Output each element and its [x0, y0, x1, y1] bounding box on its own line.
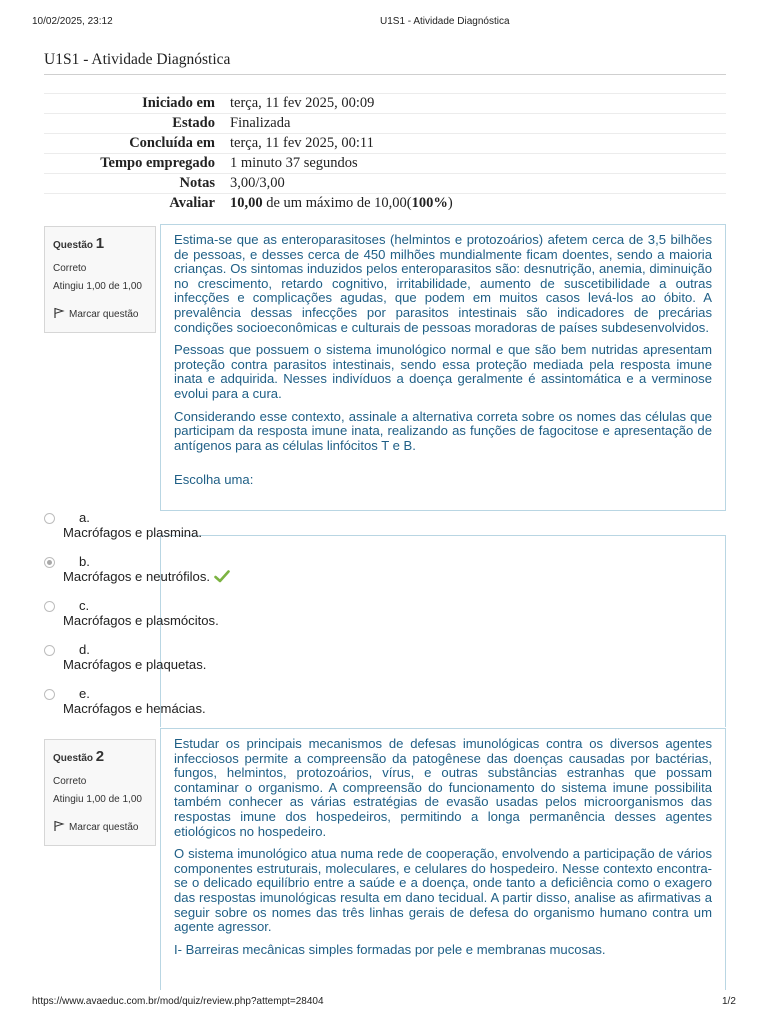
summary-row-started	[44, 93, 726, 113]
question-paragraph: Estudar os principais mecanismos de defesas imunológicas contra os diversos agentes infecciosos permite a compreensão da patogênese das doenças causadas por bactérias, fungos, helmintos, protozoários, vírus, e outras substâncias estranhas que possam contaminar o organismo. A compreensão do funcionamento do sistema imune possibilita também conhecer as várias estratégias de evasão usadas pelos microorganismos das respostas imune dos hospedeiros, permitindo a longa permanência desses agentes etiológicos no hospedeiro.	[174, 736, 712, 839]
flag-question-label: Marcar questão	[69, 309, 139, 320]
choose-one-prompt: Escolha uma:	[174, 472, 254, 488]
summary-label: Avaliar	[169, 195, 215, 211]
question-1-text	[160, 224, 726, 511]
summary-value: 1 minuto 37 segundos	[230, 155, 358, 171]
attempt-summary-table	[44, 93, 726, 213]
option-text: Macrófagos e plasmócitos.	[63, 613, 219, 628]
question-label: Questão	[53, 753, 94, 764]
question-paragraph: O sistema imunológico atua numa rede de cooperação, envolvendo a participação de vários componentes estruturais, moleculares, e celulares do hospedeiro. Nesse contexto encontra-se o delicado equilíbrio entre a saúde e a doença, onde tanto a deficiência como o exagero das respostas imunológicas resulta em dano tecidual. A partir disso, analise as afirmativas a seguir sobre os nomes das três linhas gerais de defesa do organismo humano contra um agente agressor.	[174, 846, 712, 935]
summary-label: Estado	[172, 115, 215, 131]
summary-row-grade	[44, 193, 726, 213]
summary-label: Notas	[179, 175, 215, 191]
grade-score: 10,00	[230, 195, 263, 211]
flag-question-button[interactable]	[53, 820, 138, 833]
summary-value: 3,00/3,00	[230, 175, 285, 191]
summary-value: terça, 11 fev 2025, 00:09	[230, 95, 375, 111]
flag-question-label: Marcar questão	[69, 822, 139, 833]
summary-label: Concluída em	[129, 135, 215, 151]
grade-max-text: de um máximo de 10,00(	[262, 195, 412, 211]
radio-option-a[interactable]	[44, 513, 55, 524]
option-letter: e.	[79, 686, 90, 701]
summary-label: Iniciado em	[142, 95, 215, 111]
question-label: Questão	[53, 240, 94, 251]
summary-grade-value	[230, 194, 453, 213]
question-2-text	[160, 728, 726, 990]
radio-option-c[interactable]	[44, 601, 55, 612]
answer-box	[160, 535, 726, 727]
question-number	[53, 235, 104, 252]
grade-percent: 100%	[411, 195, 448, 211]
question-paragraph: Considerando esse contexto, assinale a alternativa correta sobre os nomes das células que participam da resposta imune inata, realizando as funções de fagocitose e apresentação de antígenos para as células linfócitos T e B.	[174, 408, 712, 453]
question-number	[53, 748, 104, 765]
grade-close-paren: )	[447, 195, 453, 211]
option-letter: d.	[79, 642, 90, 657]
question-paragraph: Pessoas que possuem o sistema imunológico normal e que são bem nutridas apresentam proteção contra parasitos intestinais, sendo essa proteção mediada pela resposta imune inata e adquirida. Nesses indivíduos a doença geralmente é assintomática e a verminose evolui para a cura.	[174, 342, 712, 401]
print-page-number: 1/2	[722, 996, 736, 1007]
option-text	[63, 569, 230, 584]
print-doc-title: U1S1 - Atividade Diagnóstica	[380, 16, 510, 27]
print-url: https://www.avaeduc.com.br/mod/quiz/review.php?attempt=28404	[32, 996, 324, 1007]
print-datetime: 10/02/2025, 23:12	[32, 16, 113, 27]
question-1-info	[44, 226, 156, 333]
radio-option-d[interactable]	[44, 645, 55, 656]
flag-icon	[53, 307, 65, 319]
title-divider	[44, 74, 726, 75]
option-letter: b.	[79, 554, 90, 569]
flag-question-button[interactable]	[53, 307, 138, 320]
question-2-info	[44, 739, 156, 846]
question-status: Correto	[53, 776, 87, 787]
summary-row-state	[44, 113, 726, 133]
question-number-value: 2	[95, 748, 105, 765]
page-title: U1S1 - Atividade Diagnóstica	[44, 51, 231, 68]
summary-row-time-taken	[44, 153, 726, 173]
option-text: Macrófagos e hemácias.	[63, 701, 206, 716]
radio-option-e[interactable]	[44, 689, 55, 700]
question-status: Correto	[53, 263, 87, 274]
summary-row-completed	[44, 133, 726, 153]
radio-option-b-selected[interactable]	[44, 557, 55, 568]
summary-value: Finalizada	[230, 115, 291, 131]
summary-row-marks	[44, 173, 726, 193]
question-paragraph: I- Barreiras mecânicas simples formadas por pele e membranas mucosas.	[174, 941, 606, 957]
question-paragraph: Estima-se que as enteroparasitoses (helmintos e protozoários) afetem cerca de 3,5 bilhões de pessoas, e desses cerca de 450 milhões mundialmente ficam doentes, sendo a maioria crianças. Os sintomas induzidos pelos enteroparasitos são: desnutrição, anemia, diminuição no crescimento, retardo cognitivo, irritabilidade, aumento de suscetibilidade a outras infecções e complicações agudas, que podem em muitos casos levá-los ao óbito. A prevalência dessas infecções por parasitos intestinais são indicadores de precárias condições socioeconômicas e culturais de pessoas moradoras de países subdesenvolvidos.	[174, 232, 712, 335]
option-text: Macrófagos e plasmina.	[63, 525, 203, 540]
question-grade: Atingiu 1,00 de 1,00	[53, 794, 142, 805]
option-letter: a.	[79, 510, 90, 525]
flag-icon	[53, 820, 65, 832]
correct-check-icon	[214, 570, 230, 583]
summary-label: Tempo empregado	[100, 155, 215, 171]
option-text: Macrófagos e plaquetas.	[63, 657, 207, 672]
option-letter: c.	[79, 598, 90, 613]
summary-value: terça, 11 fev 2025, 00:11	[230, 135, 374, 151]
option-text-label: Macrófagos e neutrófilos.	[63, 569, 211, 584]
question-grade: Atingiu 1,00 de 1,00	[53, 281, 142, 292]
question-number-value: 1	[95, 235, 105, 252]
